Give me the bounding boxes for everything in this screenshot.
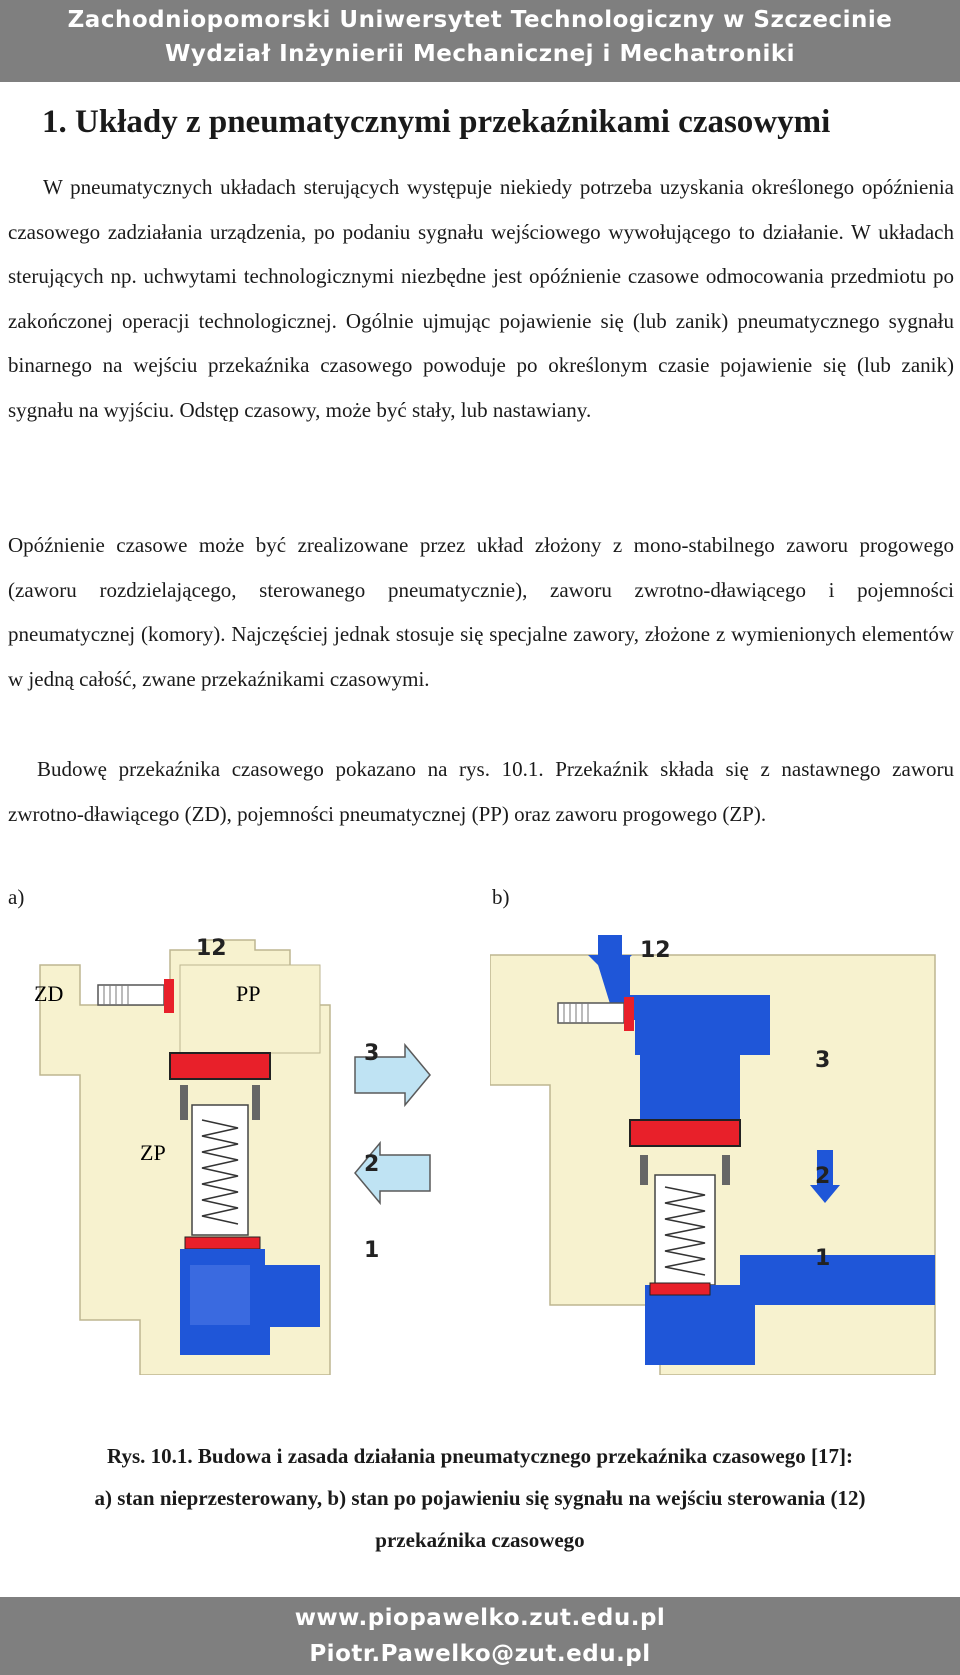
- university-name: Zachodniopomorski Uniwersytet Technologiczny w Szczecinie: [67, 7, 893, 33]
- port-12-label: 12: [196, 936, 227, 961]
- pp-label: PP: [236, 981, 261, 1006]
- figure-a-label: a): [8, 885, 25, 909]
- port-1-label: 1: [815, 1246, 831, 1271]
- pneumatic-chamber: [180, 965, 320, 1053]
- section-title: 1. Układy z pneumatycznymi przekaźnikami czasowymi: [42, 104, 831, 140]
- throttle-screw: [558, 1003, 624, 1023]
- port-12-label: 12: [640, 938, 671, 963]
- figure-b-diagram: [490, 935, 950, 1375]
- port-2-label: 2: [815, 1164, 831, 1189]
- website-link[interactable]: www.piopawelko.zut.edu.pl: [294, 1605, 666, 1631]
- figure-a-diagram: [20, 935, 460, 1375]
- header-band: [0, 0, 960, 82]
- paragraph-3: Budowę przekaźnika czasowego pokazano na rys. 10.1. Przekaźnik składa się z nastawnego zaworu zwrotno-dławiącego (ZD), pojemności pneumatycznej (PP) oraz zaworu progowego (ZP).: [8, 757, 954, 826]
- footer-band: [0, 1597, 960, 1675]
- paragraph-1: W pneumatycznych układach sterujących występuje niekiedy potrzeba uzyskania określonego opóźnienia czasowego zadziałania urządzenia, po podaniu sygnału wejściowego wywołującego to działanie. W układach sterujących np. uchwytami technologicznymi niezbędne jest opóźnienie czasowe odmocowania przedmiotu po zakończonej operacji technologicznej. Ogólnie ujmując pojawienie się (lub zanik) pneumatycznego sygnału binarnego na wejściu przekaźnika czasowego powoduje po określonym czasie pojawienie się (lub zanik) sygnału na wyjściu. Odstęp czasowy, może być stały, lub nastawiany.: [8, 175, 954, 422]
- figure-b-label: b): [492, 885, 510, 909]
- caption-line-2: a) stan nieprzesterowany, b) stan po pojawieniu się sygnału na wejściu sterowania (12): [94, 1486, 866, 1510]
- port-3-label: 3: [364, 1041, 380, 1066]
- port-3-label: 3: [815, 1048, 831, 1073]
- caption-line-3: przekaźnika czasowego: [375, 1528, 585, 1552]
- valve-seat: [650, 1283, 710, 1295]
- email-link[interactable]: Piotr.Pawelko@zut.edu.pl: [309, 1641, 651, 1667]
- paragraph-2: Opóźnienie czasowe może być zrealizowane przez układ złożony z mono-stabilnego zaworu progowego (zaworu rozdzielającego, sterowanego pneumatycznie), zaworu zwrotno-dławiącego i pojemności pneumatycznej (komory). Najczęściej jednak stosuje się specjalne zawory, złożone z wymienionych elementów w jedną całość, zwane przekaźnikami czasowymi.: [8, 533, 954, 691]
- piston: [170, 1053, 270, 1079]
- figure-caption: [20, 1435, 940, 1561]
- valve-seat: [185, 1237, 260, 1249]
- port-1-label: 1: [364, 1238, 380, 1263]
- throttle-screw: [98, 985, 164, 1005]
- port-2-label: 2: [364, 1152, 380, 1177]
- zp-label: ZP: [140, 1140, 166, 1165]
- zd-label: ZD: [34, 981, 64, 1006]
- caption-line-1: Rys. 10.1. Budowa i zasada działania pneumatycznego przekaźnika czasowego [17]:: [107, 1444, 853, 1468]
- piston: [630, 1120, 740, 1146]
- faculty-name: Wydział Inżynierii Mechanicznej i Mechatroniki: [164, 41, 796, 67]
